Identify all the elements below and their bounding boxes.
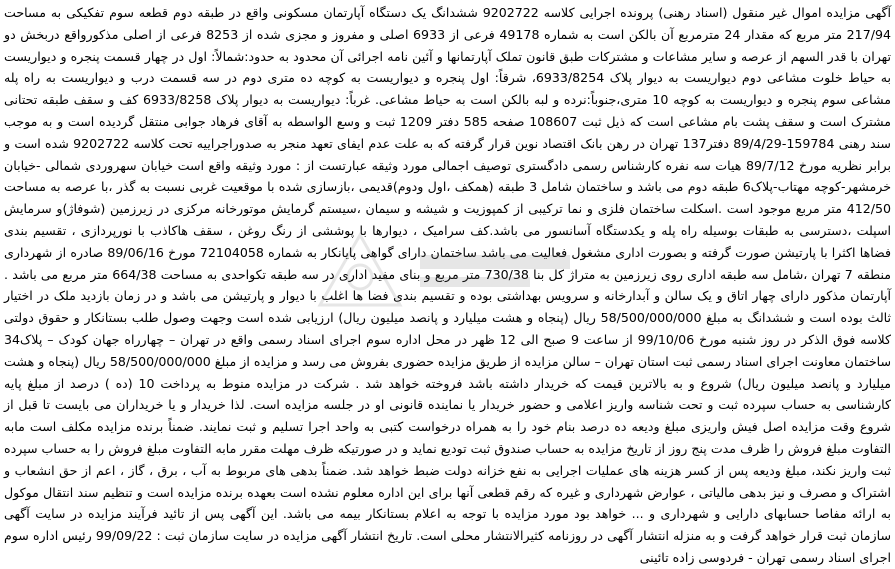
auction-notice-text: آگهی مزایده اموال غیر منقول (اسناد رهنی) پرونده اجرایی کلاسه 9202722 ششدانگ یک دستگاه آپارتمان مسکونی واقع در طبقه دوم قطعه سوم تفکیکی به مساحت 217/94 متر مربع که مقدار 24 مترمربع آن بالکن است به شماره 49178 فرعی از 6933 اصلی و مفروز و مجزی شده از 8253 فرعی از اصلی مذکورواقع دربخش دو تهران با قدر السهم از عرصه و سایر مشاعات و مشترکات طبق قانون تملک آپارتمانها و آئین نامه اجرائی آن محدود به حدود:شمالاً: اول در چهار قسمت پنجره و دیواریست به حیاط خلوت مشاعی دوم دیواریست به دیوار پلاک 6933/8254، شرقاً: اول پنجره و دیواریست به کوچه ده متری دوم در سه قسمت درب و دیواریست به راه پله مشاعی سوم پنجره و دیواریست به کوچه 10 متری،جنوباً:نرده و لبه بالکن است به حیاط مشاعی. غرباً: دیواریست به دیوار پلاک 6933/8258 کف و سقف طبقه تحتانی مشترک است و سقف پشت بام مشاعی است که ذیل ثبت 108607 صفحه 585 دفتر 1209 ثبت و وسع الواسطه به آقای فرهاد جوابی منتقل گردیده است و به موجب سند رهنی 159784-89/4/29 دفتر137 تهران در رهن بانک اقتصاد نوین قرار گرفته که به علت عدم ایفای تعهد منجر به صدوراجراییه تحت کلاسه 9202722 شده است و برابر نظریه مورخ 89/7/12 هیات سه نفره کارشناس رسمی دادگستری توصیف اجمالی مورد وثیقه عبارتست از : مورد وثیقه واقع است خیابان سهروردی شمالی -خیابان خرمشهر-کوچه مهتاب-پلاک6 طبقه دوم می باشد و ساختمان شامل 3 طبقه (همکف ،اول ودوم)قدیمی ،بازسازی شده با موقعیت غربی نسبت به گذر ،با عرصه به مساحت 412/50 متر مربع موجود است .اسکلت ساختمان فلزی و نما ترکیبی از کمپوزیت و شیشه و سیمان ،سیستم گرمایش موتورخانه مرکزی در زیرزمین (شوفاژ)و سرمایش اسپلت ،دسترسی به طبقات بوسیله راه پله و یکدستگاه آسانسور می باشد.کف سرامیک ، دیوارها با پوششی از رنگ روغن ، سقف هاکاذب با نورپردازی ، تقسیم بندی فضاها اکثرا با پارتیشن صورت گرفته و بصورت اداری مشغول فعالیت می باشد ساختمان دارای گواهی پایانکار به شماره 72104058 مورخ 89/06/16 صادره از شهرداری منطقه 7 تهران ،شامل سه طبقه اداری روی زیرزمین به متراژ کل بنا 730/38 متر مربع و بنای مفید اداری در سه طبقه تکواحدی به مساحت 664/38 متر مربع می باشد . آپارتمان مذکور دارای چهار اتاق و یک سالن و آبدارخانه و سرویس بهداشتی بوده و تقسیم بندی فضا ها اغلب با دیوار و پارتیشن می باشد و در زمان بازدید ملک در اختیار ثالث بوده است و ششدانگ به مبلغ 58/500/000/000 ریال (پنجاه و هشت میلیارد و پانصد میلیون ریال) ارزیابی شده است وجهت وصول طلب بستانکار و حقوق دولتی کلاسه فوق الذکر در روز شنبه مورخ 99/10/06 از ساعت 9 صبح الی 12 ظهر در محل اداره سوم اجرای اسناد رسمی واقع در تهران – چهارراه جهان کودک – پلاک34 ساختمان معاونت اجرای اسناد رسمی ثبت استان تهران – سالن مزایده از طریق مزایده حضوری بفروش می رسد و مزایده از مبلغ 58/500/000/000 ریال (پنجاه و هشت میلیارد و پانصد میلیون ریال) شروع و به بالاترین قیمت که خریدار داشته باشد فروخته خواهد شد . شرکت در مزایده منوط به پرداخت 10 (ده ) درصد از مبلغ پایه کارشناسی به حساب سپرده ثبت و تحت شناسه واریز اعلامی و حضور خریدار یا نماینده قانونی او در جلسه مزایده است. لذا خریدار و یا خریداران می بایست تا قبل از شروع وقت مزایده اصل فیش واریزی مبلغ ودیعه ده درصد بنام خود را به همراه درخواست کتبی به واحد اجرا تسلیم و ثبت نمایند. ضمناً برنده مزایده مکلف است مابه التفاوت مبلغ فروش را ظرف مدت پنج روز از تاریخ مزایده به حساب صندوق ثبت تودیع نماید و در صورتیکه ظرف مهلت مقرر مابه التفاوت مبلغ فروش را به حساب سپرده ثبت واریز نکند، مبلغ ودیعه پس از کسر هزینه های عملیات اجرایی به نفع خزانه دولت ضبط خواهد شد. ضمناً بدهی های مربوط به آب ، برق ، گاز ، اعم از حق انشعاب و اشتراک و مصرف و نیز بدهی مالیاتی ، عوارض شهرداری و غیره که رقم قطعی آنها برای این اداره معلوم نشده است بعهده برنده مزایده است و تنظیم سند انتقال موکول به ارائه مفاصا حسابهای دارایی و شهرداری و ... خواهد بود مورد مزایده با توجه به اعلام بستانکار بیمه می باشد. این آگهی پس از تائید فرآیند مزایده در سایت آگهی سازمان ثبت قرار خواهد گرفت و به منزله انتشار آگهی در روزنامه کثیرالانتشار محلی است. تاریخ انتشار آگهی مزایده در سایت سازمان ثبت : 99/09/22 رئیس اداره سوم اجرای اسناد رسمی تهران - فردوسی زاده تائینی [4, 5, 892, 565]
